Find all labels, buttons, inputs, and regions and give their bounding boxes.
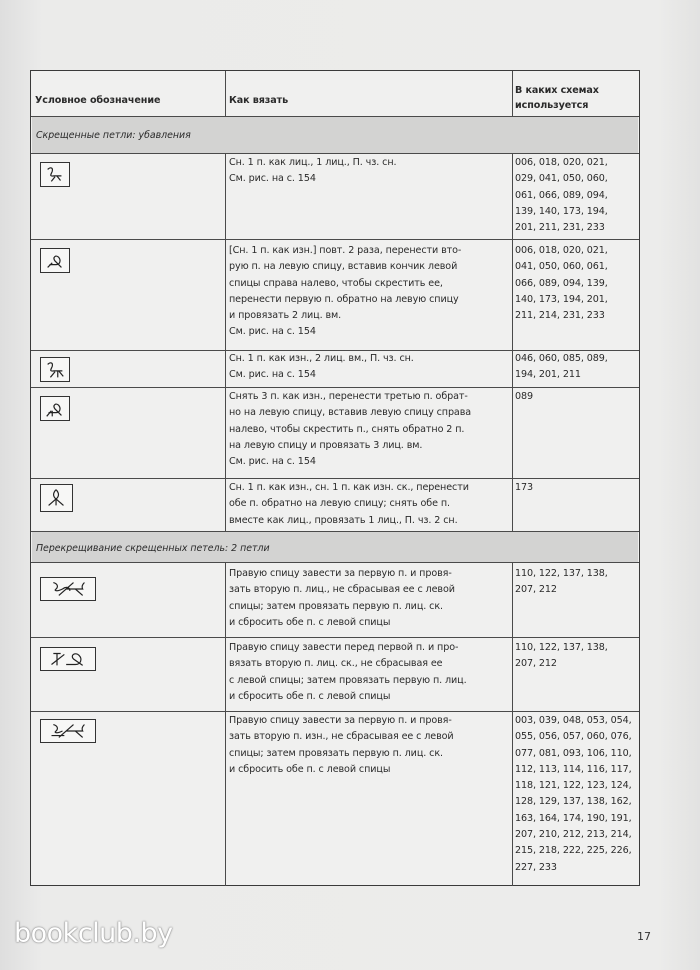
how-text: Сн. 1 п. как изн., сн. 1 п. как изн. ск., перенести обе п. обратно на левую спицу; снять обе п. вместе как лиц., провязать 1 лиц., П. чз. 2 сн. xyxy=(229,482,469,526)
how-text: Сн. 1 п. как лиц., 1 лиц., П. чз. сн. См. рис. на с. 154 xyxy=(229,157,397,185)
cross-2-right-over-icon xyxy=(40,577,96,601)
crossed-decrease-left-icon xyxy=(40,248,70,273)
section-title: Скрещенные петли: убавления xyxy=(32,117,638,153)
watermark: bookclub.by xyxy=(14,918,173,949)
charts-list: 173 xyxy=(515,482,534,493)
charts-list: 006, 018, 020, 021, 041, 050, 060, 061, 066, 089, 094, 139, 140, 173, 194, 201, 211, 214, 231, 233 xyxy=(515,245,608,322)
how-text: [Сн. 1 п. как изн.] повт. 2 раза, перенести вто- рую п. на левую спицу, вставив кончик левой спицы справа налево, чтобы скрестить ее, перенести первую п. обратно на левую спицу и провязать 2 лиц. вм. См. рис. на с. 154 xyxy=(229,245,462,338)
charts-list: 006, 018, 020, 021, 029, 041, 050, 060, 061, 066, 089, 094, 139, 140, 173, 194, 201, 211, 231, 233 xyxy=(515,157,608,234)
charts-list: 110, 122, 137, 138, 207, 212 xyxy=(515,568,608,596)
crossed-decrease-right-icon xyxy=(40,162,70,187)
section-title: Перекрещивание скрещенных петель: 2 петли xyxy=(32,532,638,562)
crossed-central-decrease-icon xyxy=(40,484,73,512)
crossed-double-decrease-right-icon xyxy=(40,357,70,382)
how-text: Сн. 1 п. как изн., 2 лиц. вм., П. чз. сн. См. рис. на с. 154 xyxy=(229,353,414,381)
header-how: Как вязать xyxy=(229,95,289,106)
charts-list: 003, 039, 048, 053, 054, 055, 056, 057, 060, 076, 077, 081, 093, 106, 110, 112, 113, 114, 116, 117, 118, 121, 122, 123, 124, 128, 129, 137, 138, 162, 163, 164, 174, 190, 191, 207, 210, 212, 213, 214, 215, 218, 222, 225, 226, 227, 233 xyxy=(515,715,632,873)
cross-2-purl-right-icon xyxy=(40,719,96,743)
charts-list: 110, 122, 137, 138, 207, 212 xyxy=(515,642,608,670)
crossed-double-decrease-left-icon xyxy=(40,396,70,421)
header-charts-1: В каких схемах xyxy=(515,85,599,96)
how-text: Снять 3 п. как изн., перенести третью п. обрат- но на левую спицу, вставив левую спицу справа налево, чтобы скрестить п., снять обратно 2 п. на левую спицу и провязать 3 лиц. вм. См. рис. на с. 154 xyxy=(229,391,472,468)
symbol-table xyxy=(30,70,640,886)
charts-list: 046, 060, 085, 089, 194, 201, 211 xyxy=(515,353,608,381)
how-text: Правую спицу завести перед первой п. и про- вязать вторую п. лиц. ск., не сбрасывая ее с левой спицы; затем провязать первую п. лиц. и сбросить обе п. с левой спицы xyxy=(229,642,467,702)
page-number: 17 xyxy=(637,930,651,943)
header-charts-2: используется xyxy=(515,100,589,111)
cross-2-left-over-icon xyxy=(40,647,96,671)
charts-list: 089 xyxy=(515,391,534,402)
how-text: Правую спицу завести за первую п. и провя- зать вторую п. изн., не сбрасывая ее с левой спицы; затем провязать первую п. лиц. ск. и сбросить обе п. с левой спицы xyxy=(229,715,454,775)
header-symbol: Условное обозначение xyxy=(35,95,161,106)
how-text: Правую спицу завести за первую п. и провя- зать вторую п. лиц., не сбрасывая ее с левой спицы; затем провязать первую п. лиц. ск. и сбросить обе п. с левой спицы xyxy=(229,568,455,628)
